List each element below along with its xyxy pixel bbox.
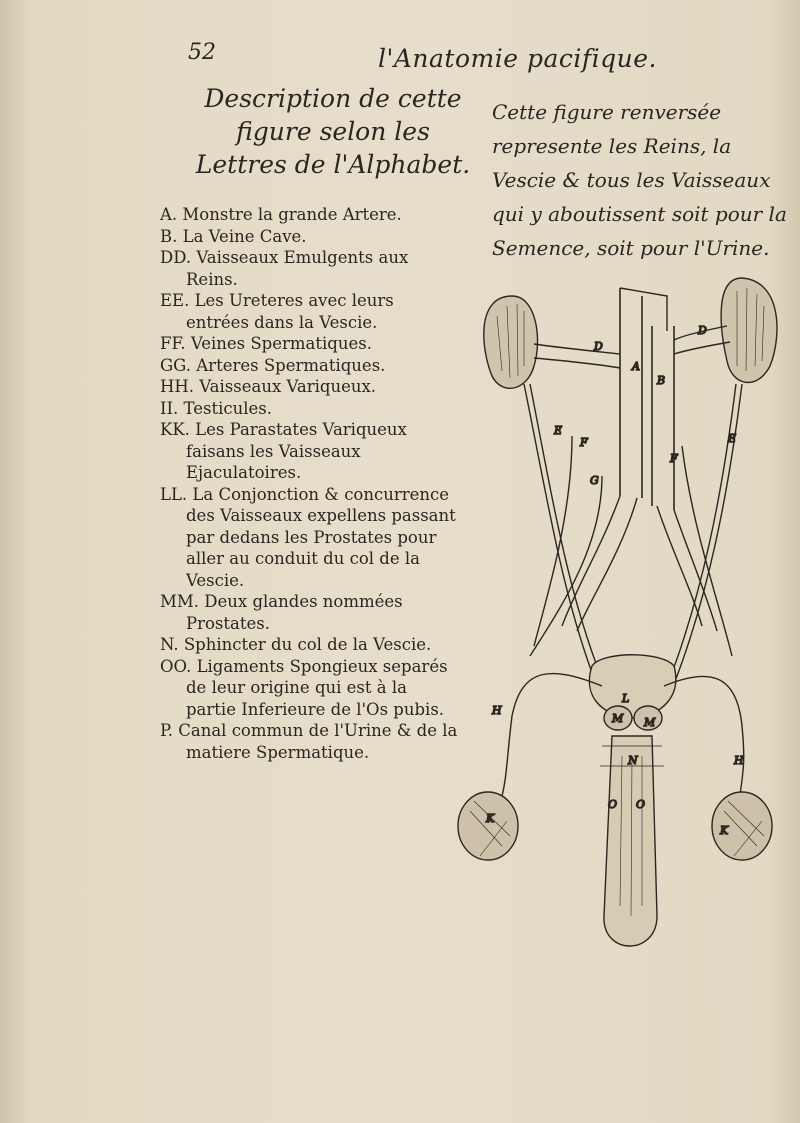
anatomical-engraving [452, 266, 797, 976]
figure-label: M [644, 716, 656, 729]
figure-label: K [720, 824, 729, 837]
legend-item: KK. Les Parastates Variqueux faisans les Vaisseaux Ejaculatoires. [160, 420, 407, 482]
engraving-illustration [452, 266, 797, 976]
bladder [589, 655, 675, 718]
figure-label: L [622, 692, 630, 705]
vas-deferens-left [502, 674, 602, 796]
figure-label: M [612, 712, 624, 725]
legend-list [160, 204, 460, 763]
legend-item: HH. Vaisseaux Variqueux. [160, 377, 377, 396]
legend-item: GG. Arteres Spermatiques. [160, 355, 386, 375]
figure-label: K [486, 812, 495, 825]
figure-label: N [628, 754, 638, 767]
legend-item: A. Monstre la grande Artere. [160, 205, 402, 224]
page-number: 52 [188, 40, 216, 65]
figure-label: E [554, 424, 563, 437]
emulgent-vessel-left [534, 344, 620, 368]
legend-heading: Description de cette figure selon les Lettres de l'Alphabet. [195, 84, 471, 179]
running-title: l'Anatomie pacifique. [378, 44, 657, 73]
urethral-canal [604, 736, 657, 946]
legend-item: B. La Veine Cave. [160, 226, 307, 246]
iliac-left [562, 496, 637, 631]
ureter-right [667, 384, 742, 686]
figure-label: G [590, 474, 599, 487]
legend-item: FF. Veines Spermatiques. [160, 334, 372, 353]
testicle-left [458, 792, 518, 860]
figure-label: O [636, 798, 646, 811]
aorta [620, 288, 642, 498]
vas-deferens-right [664, 676, 744, 796]
figure-label: H [734, 754, 744, 767]
legend-item: N. Sphincter du col de la Vescie. [160, 635, 432, 654]
figure-label: E [728, 432, 737, 445]
legend-item: II. Testicules. [160, 398, 273, 418]
figure-label: F [670, 452, 678, 465]
left-kidney [484, 296, 538, 388]
vena-cava [652, 326, 674, 510]
figure-label: O [608, 798, 618, 811]
figure-caption: Cette figure renversée represente les Reins, la Vescie & tous les Vaisseaux qui y aboutissent soit pour la Semence, soit pour l'Urine. [492, 100, 787, 260]
legend-item: P. Canal commun de l'Urine & de la matiere Spermatique. [160, 721, 458, 762]
figure-label: H [492, 704, 502, 717]
legend-item: OO. Ligaments Spongieux separés de leur origine qui est à la partie Inferieure de l'Os pubis. [160, 656, 448, 719]
spermatic-artery-left [530, 476, 602, 656]
legend-item: LL. La Conjonction & concurrence des Vaisseaux expellens passant par dedans les Prostates pour aller au conduit du col de la Vescie. [160, 484, 456, 590]
right-kidney [721, 278, 777, 382]
figure-label: A [632, 360, 640, 373]
figure-label: D [594, 340, 603, 353]
figure-label: D [698, 324, 707, 337]
figure-label: F [580, 436, 588, 449]
legend-item: DD. Vaisseaux Emulgents aux Reins. [160, 248, 409, 289]
figure-label: B [657, 374, 666, 387]
legend-item: MM. Deux glandes nommées Prostates. [160, 592, 403, 633]
legend-item: EE. Les Ureteres avec leurs entrées dans la Vescie. [160, 291, 394, 332]
